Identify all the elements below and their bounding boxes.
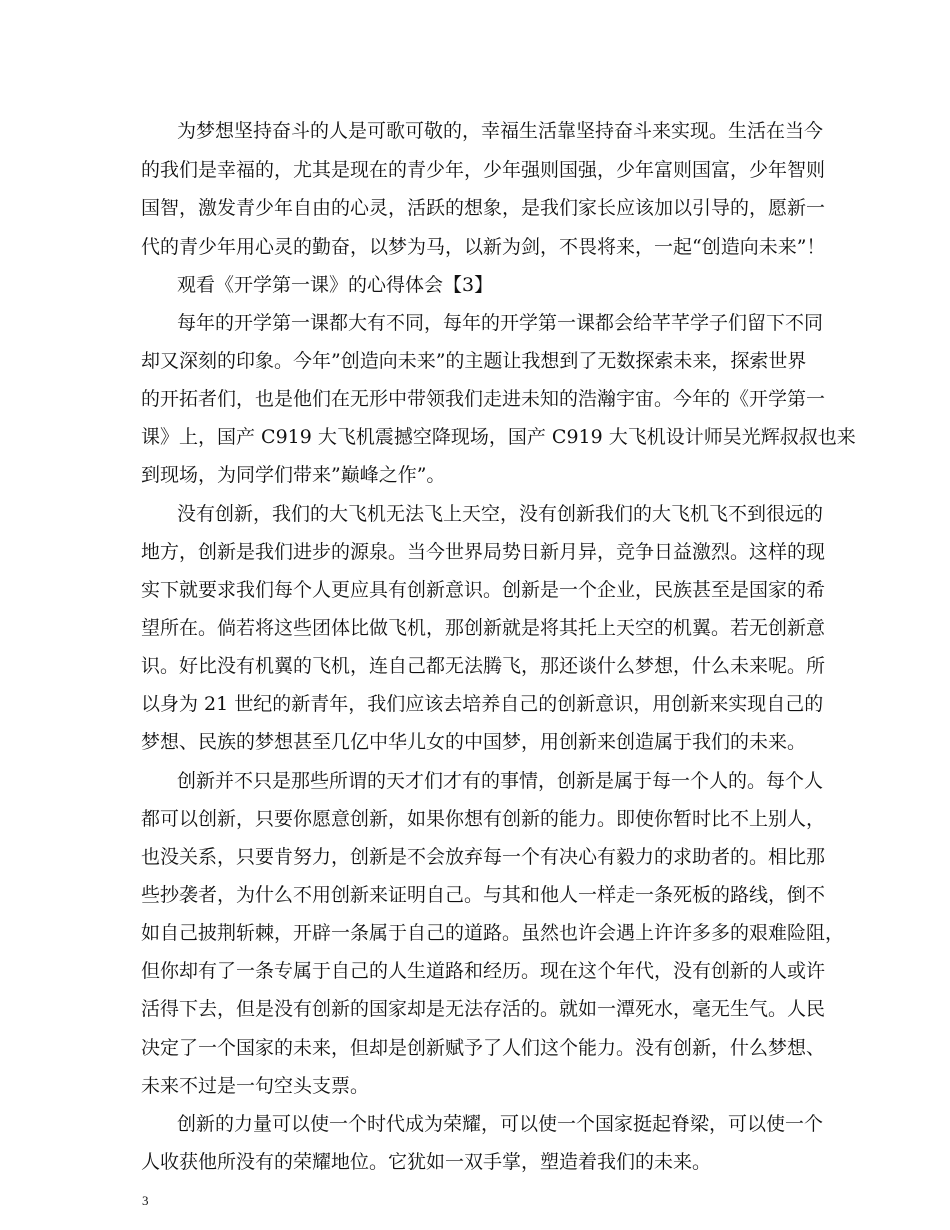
paragraph-1-line-1: 为梦想坚持奋斗的人是可歌可敬的，幸福生活靠坚持奋斗来实现。生活在当今 (177, 120, 824, 142)
section-heading: 观看《开学第一课》的心得体会【3】 (177, 274, 494, 296)
paragraph-5-line-1: 创新的力量可以使一个时代成为荣耀，可以使一个国家挺起脊梁，可以使一个 (177, 1113, 824, 1135)
paragraph-4-line-9: 未来不过是一句空头支票。 (141, 1075, 370, 1097)
page-number: 3 (142, 1193, 149, 1208)
paragraph-4-line-6: 但你却有了一条专属于自己的人生道路和经历。现在这个年代，没有创新的人或许 (141, 960, 826, 982)
paragraph-4-line-3: 也没关系，只要肯努力，创新是不会放弃每一个有决心有毅力的求助者的。相比那 (141, 846, 826, 868)
paragraph-2-line-1: 每年的开学第一课都大有不同，每年的开学第一课都会给芊芊学子们留下不同 (177, 312, 824, 334)
paragraph-3-line-7: 梦想、民族的梦想甚至几亿中华儿女的中国梦，用创新来创造属于我们的未来。 (141, 731, 807, 753)
paragraph-1-line-3: 国智，激发青少年自由的心灵，活跃的想象，是我们家长应该加以引导的，愿新一 (141, 197, 826, 219)
paragraph-4-line-1: 创新并不只是那些所谓的天才们才有的事情，创新是属于每一个人的。每个人 (177, 770, 824, 792)
paragraph-2-line-4: 课》上，国产 C919 大飞机震撼空降现场，国产 C919 大飞机设计师吴光辉叔叔也来 (141, 426, 856, 448)
paragraph-4-line-5: 如自己披荆斩棘，开辟一条属于自己的道路。虽然也许会遇上许许多多的艰难险阻， (141, 922, 845, 944)
paragraph-3-line-6: 以身为 21 世纪的新青年，我们应该去培养自己的创新意识，用创新来实现自己的 (141, 693, 824, 715)
paragraph-1-line-4: 代的青少年用心灵的勤奋，以梦为马，以新为剑，不畏将来，一起“创造向未来”！ (141, 236, 826, 258)
paragraph-1-line-2: 的我们是幸福的，尤其是现在的青少年，少年强则国强，少年富则国富，少年智则 (141, 159, 826, 181)
paragraph-3-line-5: 识。好比没有机翼的飞机，连自己都无法腾飞，那还谈什么梦想，什么未来呢。所 (141, 655, 826, 677)
paragraph-2-line-3: 的开拓者们，也是他们在无形中带领我们走进未知的浩瀚宇宙。今年的《开学第一 (141, 388, 826, 410)
paragraph-2-line-5: 到现场，为同学们带来”巅峰之作”。 (141, 464, 446, 486)
paragraph-3-line-2: 地方，创新是我们进步的源泉。当今世界局势日新月异，竞争日益激烈。这样的现 (141, 541, 826, 563)
paragraph-3-line-3: 实下就要求我们每个人更应具有创新意识。创新是一个企业，民族甚至是国家的希 (141, 579, 826, 601)
paragraph-3-line-4: 望所在。倘若将这些团体比做飞机，那创新就是将其托上天空的机翼。若无创新意 (141, 617, 826, 639)
paragraph-4-line-7: 活得下去，但是没有创新的国家却是无法存活的。就如一潭死水，毫无生气。人民 (141, 998, 826, 1020)
paragraph-4-line-2: 都可以创新，只要你愿意创新，如果你想有创新的能力。即使你暂时比不上别人， (141, 808, 826, 830)
paragraph-3-line-1: 没有创新，我们的大飞机无法飞上天空，没有创新我们的大飞机飞不到很远的 (177, 503, 824, 525)
paragraph-5-line-2: 人收获他所没有的荣耀地位。它犹如一双手掌，塑造着我们的未来。 (141, 1151, 712, 1173)
paragraph-4-line-8: 决定了一个国家的未来，但却是创新赋予了人们这个能力。没有创新，什么梦想、 (141, 1037, 826, 1059)
paragraph-4-line-4: 些抄袭者，为什么不用创新来证明自己。与其和他人一样走一条死板的路线，倒不 (141, 884, 826, 906)
paragraph-2-line-2: 却又深刻的印象。今年”创造向未来”的主题让我想到了无数探索未来，探索世界 (141, 350, 807, 372)
